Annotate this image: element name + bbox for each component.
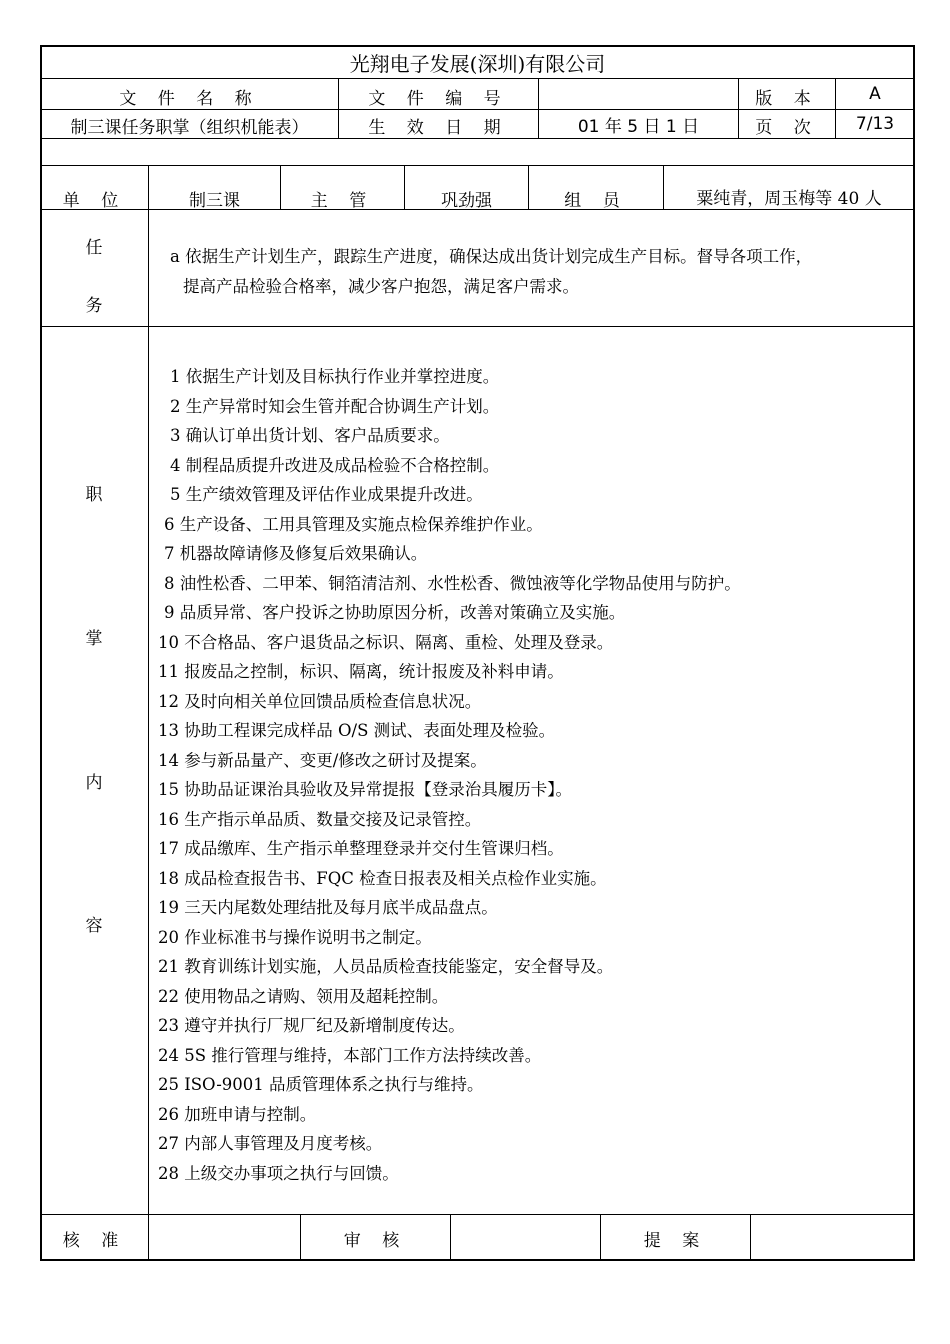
effective-date-value: 01 年 5 日 1 日	[577, 116, 700, 137]
duty-item: 4 制程品质提升改进及成品检验不合格控制。	[170, 455, 500, 475]
doc-number-label: 文 件 编 号	[368, 88, 509, 109]
duty-item: 22 使用物品之请购、领用及超耗控制。	[158, 986, 449, 1006]
duty-item: 20 作业标准书与操作说明书之制定。	[158, 927, 432, 947]
duty-item: 18 成品检查报告书、FQC 检查日报表及相关点检作业实施。	[158, 868, 607, 888]
duty-item: 15 协助品证课治具验收及异常提报【登录治具履历卡】。	[158, 780, 572, 799]
rule-duties	[41, 1214, 914, 1215]
duty-item: 10 不合格品、客户退货品之标识、隔离、重检、处理及登录。	[158, 632, 614, 652]
duties-label-char-2: 掌	[85, 629, 103, 649]
propose-signature	[751, 1224, 914, 1252]
duty-item: 23 遵守并执行厂规厂纪及新增制度传达。	[158, 1016, 465, 1035]
task-description	[170, 242, 910, 302]
rule-title	[41, 78, 914, 79]
duty-item: 5 生产绩效管理及评估作业成果提升改进。	[170, 485, 483, 504]
task-line-1: a 依据生产计划生产，跟踪生产进度，确保达成出货计划完成生产目标。督导各项工作，	[170, 247, 813, 266]
duties-list	[158, 362, 898, 1188]
review-label: 审 核	[343, 1230, 408, 1251]
duty-item: 25 ISO-9001 品质管理体系之执行与维持。	[158, 1075, 484, 1094]
page-label: 页 次	[755, 117, 819, 138]
version-value: A	[869, 84, 881, 104]
duty-item: 1 依据生产计划及目标执行作业并掌控进度。	[170, 367, 500, 386]
duty-item: 28 上级交办事项之执行与回馈。	[158, 1163, 399, 1183]
duties-label-char-1: 职	[85, 485, 103, 505]
approve-signature	[149, 1224, 300, 1252]
rule-task	[41, 326, 914, 327]
unit-label: 单 位	[62, 190, 127, 211]
doc-number-value	[539, 82, 738, 110]
company-title: 光翔电子发展(深圳)有限公司	[349, 52, 606, 76]
task-line-2: 提高产品检验合格率，减少客户抱怨，满足客户需求。	[183, 277, 579, 296]
duty-item: 3 确认订单出货计划、客户品质要求。	[170, 426, 450, 445]
task-label-char-2: 务	[85, 296, 103, 316]
effective-date-label: 生 效 日 期	[368, 117, 509, 138]
review-signature	[451, 1224, 600, 1252]
duty-item: 27 内部人事管理及月度考核。	[158, 1134, 383, 1153]
duties-label-char-3: 内	[85, 773, 103, 793]
duty-item: 19 三天内尾数处理结批及每月底半成品盘点。	[158, 898, 498, 917]
rule-blank	[41, 165, 914, 166]
duty-item: 24 5S 推行管理与维持，本部门工作方法持续改善。	[158, 1045, 542, 1065]
version-label: 版 本	[755, 88, 819, 109]
duty-item: 21 教育训练计划实施，人员品质检查技能鉴定，安全督导及。	[158, 957, 614, 976]
members-value: 粟纯青，周玉梅等 40 人	[696, 188, 882, 209]
supervisor-label: 主 管	[310, 190, 375, 211]
duty-item: 13 协助工程课完成样品 O/S 测试、表面处理及检验。	[158, 721, 556, 740]
duty-item: 12 及时向相关单位回馈品质检查信息状况。	[158, 691, 482, 711]
duty-item: 2 生产异常时知会生管并配合协调生产计划。	[170, 396, 500, 416]
supervisor-value: 巩劲强	[441, 190, 492, 211]
duties-label-char-4: 容	[85, 916, 103, 936]
vrule-label-column	[148, 166, 149, 1260]
duty-item: 14 参与新品量产、变更/修改之研讨及提案。	[158, 750, 487, 770]
duty-item: 8 油性松香、二甲苯、铜箔清洁剂、水性松香、微蚀液等化学物品使用与防护。	[164, 573, 741, 593]
duty-item: 17 成品缴库、生产指示单整理登录并交付生管课归档。	[158, 839, 564, 858]
duty-item: 9 品质异常、客户投诉之协助原因分析，改善对策确立及实施。	[164, 603, 626, 622]
duty-item: 7 机器故障请修及修复后效果确认。	[164, 544, 428, 563]
task-label-char-1: 任	[85, 238, 103, 258]
duty-item: 16 生产指示单品质、数量交接及记录管控。	[158, 809, 482, 829]
approve-label: 核 准	[62, 1230, 127, 1251]
duty-item: 6 生产设备、工用具管理及实施点检保养维护作业。	[164, 514, 543, 534]
propose-label: 提 案	[643, 1230, 708, 1251]
duty-item: 11 报废品之控制，标识、隔离，统计报废及补料申请。	[158, 662, 564, 681]
duty-item: 26 加班申请与控制。	[158, 1104, 317, 1124]
page-value: 7/13	[855, 114, 895, 134]
doc-name-value: 制三课任务职掌（组织机能表）	[70, 117, 309, 138]
unit-value: 制三课	[189, 190, 240, 211]
members-label: 组 员	[564, 190, 628, 211]
doc-name-label: 文 件 名 称	[119, 88, 260, 109]
